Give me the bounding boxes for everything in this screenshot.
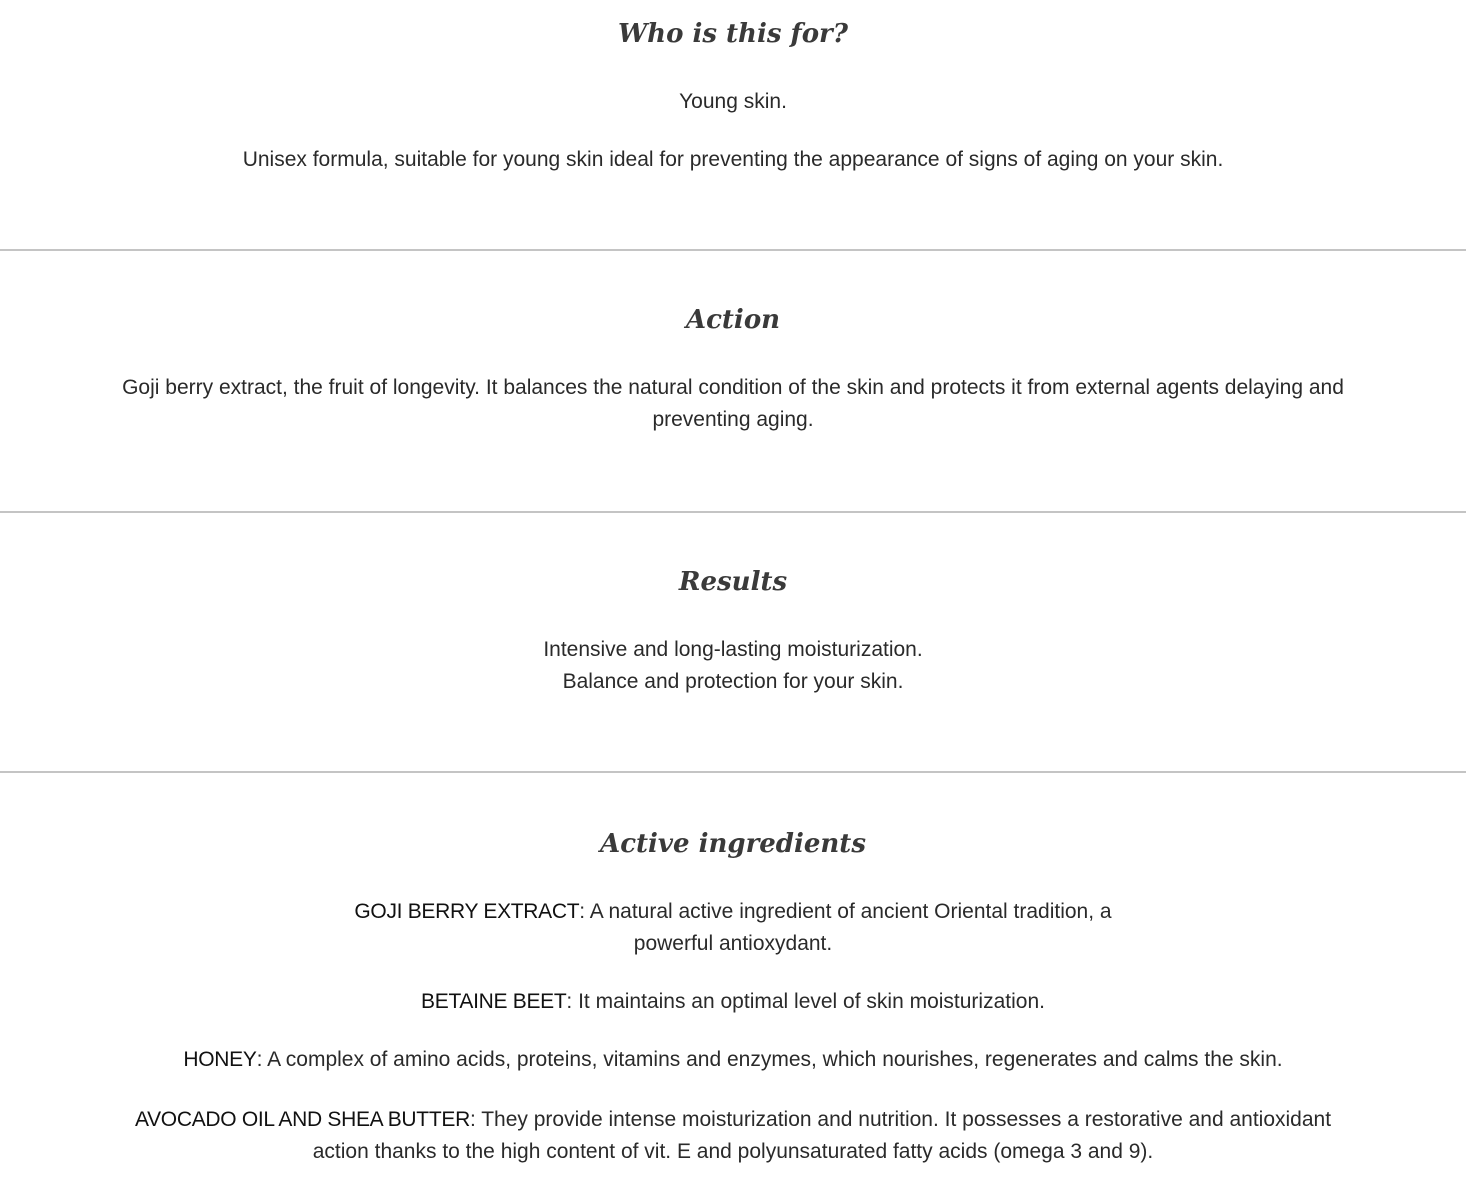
ingredient-desc: : A complex of amino acids, proteins, vitamins and enzymes, which nourishes, regenerates and calms the skin. xyxy=(256,1048,1283,1071)
ingredient-name: HONEY xyxy=(183,1048,257,1071)
ingredient-desc: : It maintains an optimal level of skin moisturization. xyxy=(566,990,1045,1013)
ingredient-name: AVOCADO OIL AND SHEA BUTTER xyxy=(134,1108,470,1131)
ingredient-honey xyxy=(0,1044,1466,1076)
who-line-1: Young skin. xyxy=(679,90,787,113)
action-text: Goji berry extract, the fruit of longevity. It balances the natural condition of the skin and protects it from external agents delaying and preventing aging. xyxy=(122,376,1344,431)
ingredients-heading: Active ingredients xyxy=(600,829,866,859)
results-line-1: Intensive and long-lasting moisturization. xyxy=(543,638,923,661)
divider-2 xyxy=(0,511,1466,513)
divider-1 xyxy=(0,249,1466,251)
ingredient-desc: : A natural active ingredient of ancient Oriental tradition, a powerful antioxydant. xyxy=(579,900,1112,955)
ingredient-goji xyxy=(340,896,1126,960)
ingredient-name: BETAINE BEET xyxy=(421,990,567,1013)
ingredient-desc: : They provide intense moisturization and nutrition. It possesses a restorative and antioxidant action thanks to the high content of vit. E and polyunsaturated fatty acids (omega 3 and 9). xyxy=(312,1108,1332,1163)
ingredient-betaine xyxy=(0,986,1466,1018)
who-line-2: Unisex formula, suitable for young skin ideal for preventing the appearance of signs of aging on your skin. xyxy=(242,148,1224,171)
results-heading: Results xyxy=(678,567,788,597)
divider-3 xyxy=(0,771,1466,773)
ingredient-name: GOJI BERRY EXTRACT xyxy=(354,900,580,923)
results-line-2: Balance and protection for your skin. xyxy=(562,670,904,693)
ingredient-avocado-shea xyxy=(110,1104,1356,1168)
who-heading: Who is this for? xyxy=(617,19,848,49)
action-heading: Action xyxy=(685,305,781,335)
